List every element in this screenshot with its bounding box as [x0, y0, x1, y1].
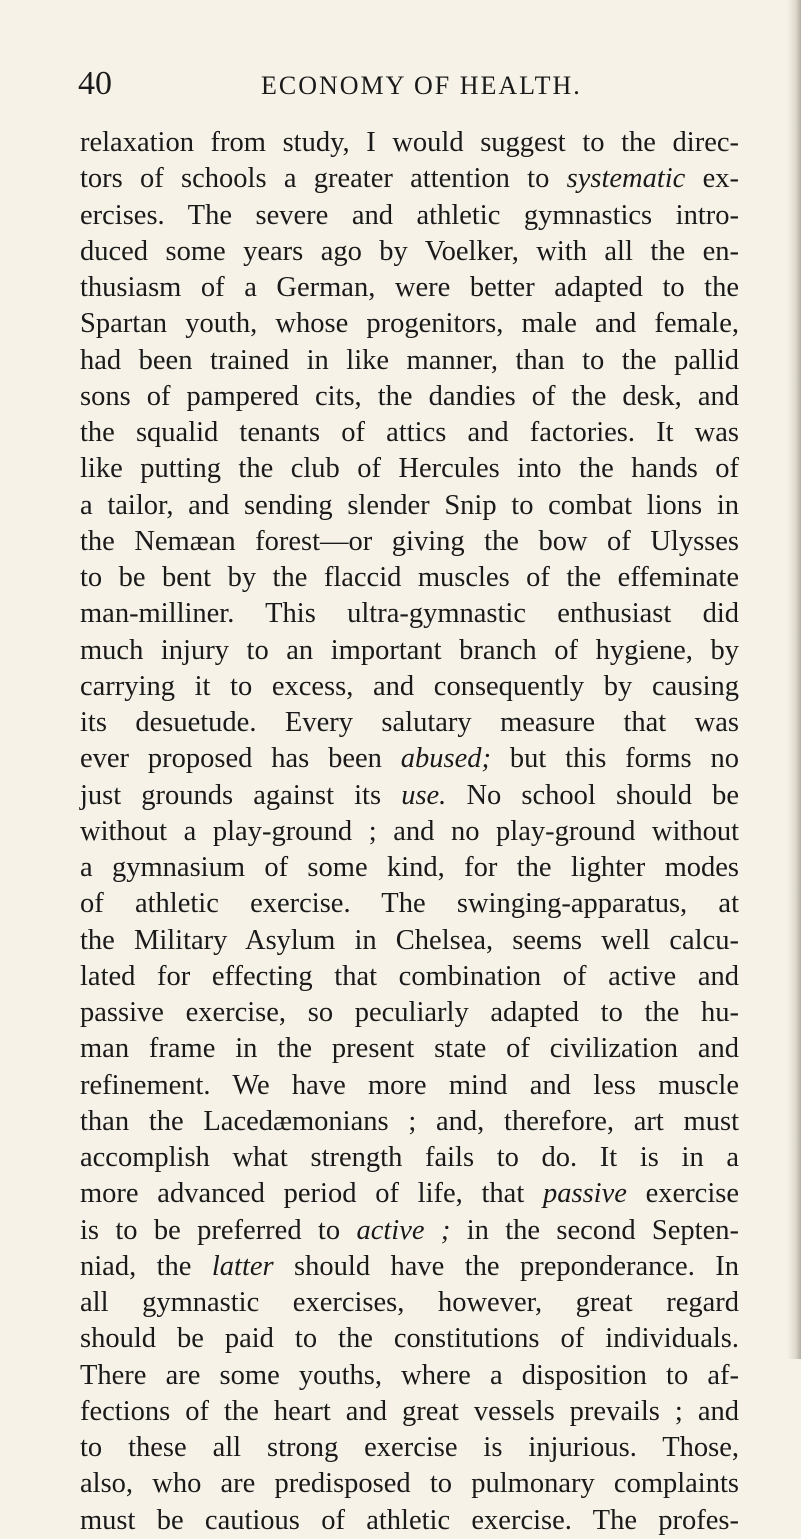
text-line [80, 560, 739, 596]
text-line [80, 923, 739, 959]
text-run: like putting the club of Hercules into the hands of [80, 453, 739, 485]
text-run: relaxation from study, I would suggest to the direc- [80, 127, 739, 158]
text-line [80, 814, 739, 850]
italic-run: latter [211, 1250, 274, 1282]
text-line [80, 886, 739, 922]
text-line [80, 488, 739, 524]
text-line [80, 741, 739, 777]
page-edge-shadow [787, 0, 801, 1359]
text-run: than the Lacedæmonians ; and, therefore, art must [80, 1105, 739, 1137]
text-line [80, 306, 739, 342]
text-run: should have the preponderance. In [273, 1250, 739, 1282]
italic-run: abused; [400, 743, 491, 775]
text-run: its desuetude. Every salutary measure that was [80, 707, 739, 738]
text-line [80, 198, 739, 234]
text-run: exercise [626, 1178, 739, 1210]
text-line [80, 669, 739, 705]
text-run: accomplish what strength fails to do. It is in a [80, 1142, 739, 1173]
text-line [80, 343, 739, 379]
text-run: a tailor, and sending slender Snip to combat lions in [80, 489, 739, 521]
text-run: of athletic exercise. The swinging-apparatus, at [80, 888, 739, 920]
text-run: also, who are predisposed to pulmonary complaints [80, 1468, 739, 1500]
running-head: ECONOMY OF HEALTH. [261, 71, 582, 100]
text-line [80, 524, 739, 560]
text-run: all gymnastic exercises, however, great regard [80, 1287, 739, 1318]
text-run: is to be preferred to [80, 1214, 357, 1246]
text-line [80, 778, 739, 814]
text-run: refinement. We have more mind and less muscle [80, 1069, 739, 1101]
text-line [80, 1213, 739, 1249]
text-line [80, 633, 739, 669]
text-run: but this forms no [490, 743, 740, 775]
text-run: passive exercise, so peculiarly adapted to the hu- [80, 997, 739, 1028]
text-line [80, 850, 739, 886]
text-line [80, 379, 739, 415]
text-line [80, 1140, 739, 1176]
italic-run: systematic [566, 163, 686, 195]
text-line [80, 596, 739, 632]
text-line [80, 705, 739, 741]
text-line [80, 1321, 739, 1357]
text-line [80, 270, 739, 306]
text-run: tors of schools a greater attention to [80, 163, 567, 195]
body-text [80, 125, 739, 1539]
page-number: 40 [78, 65, 112, 102]
text-run: the Military Asylum in Chelsea, seems well calcu- [80, 924, 739, 956]
text-run: the squalid tenants of attics and factories. It was [80, 417, 739, 448]
text-line [80, 1394, 739, 1430]
italic-run: passive [543, 1178, 627, 1210]
text-run: should be paid to the constitutions of individuals. [80, 1323, 739, 1355]
text-run: ex- [685, 163, 739, 195]
text-run: to be bent by the flaccid muscles of the effeminate [80, 562, 739, 593]
italic-run: use. [401, 779, 447, 811]
text-line [80, 1249, 739, 1285]
text-run: just grounds against its [80, 779, 402, 811]
text-line [80, 1068, 739, 1104]
text-run: man-milliner. This ultra-gymnastic enthusiast did [80, 598, 739, 630]
text-run: carrying it to excess, and consequently by causing [80, 670, 739, 702]
text-line [80, 1503, 739, 1539]
text-run: sons of pampered cits, the dandies of the desk, and [80, 380, 739, 412]
text-run: to these all strong exercise is injurious. Those, [80, 1432, 739, 1463]
text-line [80, 1104, 739, 1140]
text-line [80, 234, 739, 270]
italic-run: active ; [356, 1214, 451, 1246]
text-run: a gymnasium of some kind, for the lighter modes [80, 852, 739, 883]
text-line [80, 1285, 739, 1321]
text-run: in the second Septen- [450, 1214, 739, 1246]
text-line [80, 451, 739, 487]
text-run: duced some years ago by Voelker, with all the en- [80, 235, 739, 267]
text-line [80, 995, 739, 1031]
text-run: niad, the [80, 1250, 212, 1282]
text-run: much injury to an important branch of hygiene, by [80, 634, 739, 666]
text-line [80, 1358, 739, 1394]
text-run: must be cautious of athletic exercise. The profes- [80, 1504, 739, 1536]
text-run: ercises. The severe and athletic gymnastics intro- [80, 199, 739, 231]
text-run: lated for effecting that combination of active and [80, 960, 739, 992]
text-run: man frame in the present state of civilization and [80, 1033, 739, 1065]
text-line [80, 1176, 739, 1212]
text-line [80, 1430, 739, 1466]
text-run: There are some youths, where a disposition to af- [80, 1359, 739, 1391]
text-line [80, 125, 739, 161]
text-line [80, 959, 739, 995]
text-line [80, 161, 739, 197]
text-run: ever proposed has been [80, 743, 401, 775]
text-line [80, 415, 739, 451]
page-header [78, 62, 728, 106]
text-run: the Nemæan forest—or giving the bow of Ulysses [80, 525, 739, 557]
text-run: fections of the heart and great vessels prevails ; and [80, 1395, 739, 1427]
text-line [80, 1466, 739, 1502]
text-run: without a play-ground ; and no play-ground without [80, 815, 739, 847]
text-run: No school should be [446, 779, 739, 811]
text-run: thusiasm of a German, were better adapted to the [80, 272, 739, 303]
text-line [80, 1031, 739, 1067]
text-run: more advanced period of life, that [80, 1178, 543, 1210]
text-run: Spartan youth, whose progenitors, male and female, [80, 308, 739, 340]
text-run: had been trained in like manner, than to the pallid [80, 344, 739, 376]
